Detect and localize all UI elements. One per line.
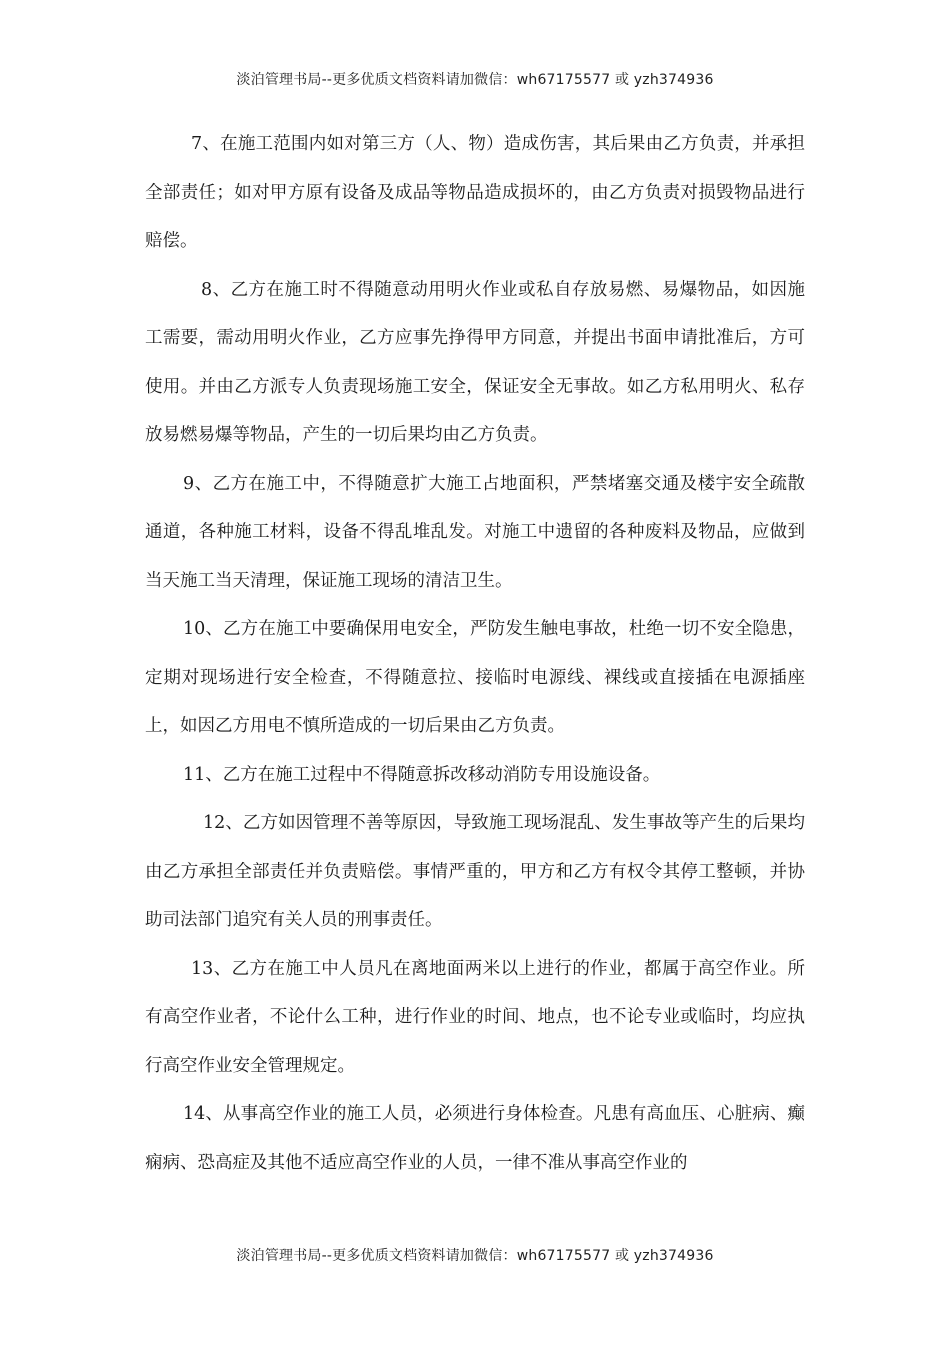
paragraph-7: 7、在施工范围内如对第三方（人、物）造成伤害，其后果由乙方负责，并承担全部责任；如对甲方原有设备及成品等物品造成损坏的，由乙方负责对损毁物品进行赔偿。 [145,134,805,251]
paragraph-14: 14、从事高空作业的施工人员，必须进行身体检查。凡患有高血压、心脏病、癫痫病、恐高症及其他不适应高空作业的人员，一律不准从事高空作业的 [145,1104,805,1173]
paragraph-11: 11、乙方在施工过程中不得随意拆改移动消防专用设施设备。 [183,764,661,785]
page-footer: 淡泊管理书局--更多优质文档资料请加微信：wh67175577 或 yzh374936 [236,1248,714,1264]
document-body [145,120,805,1187]
paragraph-9: 9、乙方在施工中，不得随意扩大施工占地面积，严禁堵塞交通及楼宇安全疏散通道，各种施工材料，设备不得乱堆乱发。对施工中遗留的各种废料及物品，应做到当天施工当天清理，保证施工现场的清洁卫生。 [145,473,805,591]
paragraph-12: 12、乙方如因管理不善等原因，导致施工现场混乱、发生事故等产生的后果均由乙方承担全部责任并负责赔偿。事情严重的，甲方和乙方有权令其停工整顿，并协助司法部门追究有关人员的刑事责任。 [145,813,805,930]
paragraph-13: 13、乙方在施工中人员凡在离地面两米以上进行的作业，都属于高空作业。所有高空作业者，不论什么工种，进行作业的时间、地点，也不论专业或临时，均应执行高空作业安全管理规定。 [145,958,805,1076]
page-header: 淡泊管理书局--更多优质文档资料请加微信：wh67175577 或 yzh374936 [236,72,714,88]
paragraph-8: 8、乙方在施工时不得随意动用明火作业或私自存放易燃、易爆物品，如因施工需要，需动用明火作业，乙方应事先挣得甲方同意，并提出书面申请批准后，方可使用。并由乙方派专人负责现场施工安全，保证安全无事故。如乙方私用明火、私存放易燃易爆等物品，产生的一切后果均由乙方负责。 [145,279,805,445]
paragraph-10: 10、乙方在施工中要确保用电安全，严防发生触电事故，杜绝一切不安全隐患，定期对现场进行安全检查，不得随意拉、接临时电源线、裸线或直接插在电源插座上，如因乙方用电不慎所造成的一切后果由乙方负责。 [145,619,805,736]
